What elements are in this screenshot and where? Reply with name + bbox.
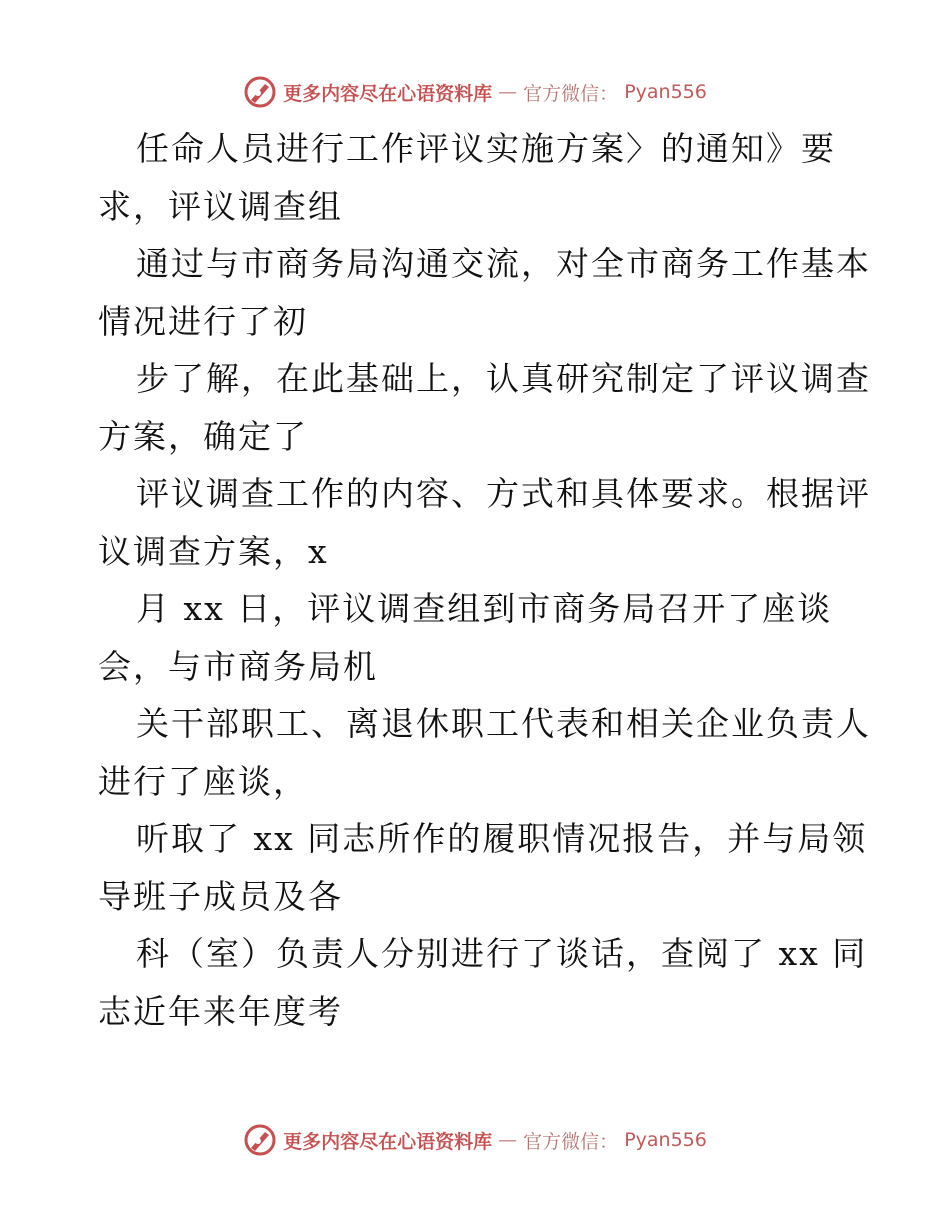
watermark-wechat-label: 官方微信： — [523, 82, 619, 105]
text-line-10: 会，与市商务局机 — [98, 646, 378, 686]
watermark-title: 更多内容尽在心语资料库 — [283, 82, 493, 105]
text-line-4: 情况进行了初 — [98, 301, 308, 341]
text-line-9: 月 xx 日，评议调查组到市商务局召开了座谈 — [136, 589, 833, 628]
text-line-14: 导班子成员及各 — [98, 876, 343, 916]
watermark-dash: — — [498, 81, 518, 103]
text-line-12: 进行了座谈， — [98, 761, 308, 801]
watermark-wechat-id: Pyan556 — [624, 1129, 707, 1151]
text-line-15: 科（室）负责人分别进行了谈话，查阅了 xx 同 — [136, 934, 868, 973]
text-line-13: 听取了 xx 同志所作的履职情况报告，并与局领 — [136, 819, 868, 858]
pen-circle-logo-icon — [243, 1123, 277, 1157]
watermark-dash: — — [498, 1129, 518, 1151]
text-line-7: 评议调查工作的内容、方式和具体要求。根据评 — [136, 474, 871, 513]
text-line-5: 步了解，在此基础上，认真研究制定了评议调查 — [136, 359, 871, 398]
text-line-1: 任命人员进行工作评议实施方案〉的通知》要 — [136, 129, 836, 168]
watermark-wechat-label: 官方微信： — [523, 1130, 619, 1153]
document-body — [98, 120, 871, 1040]
text-line-16: 志近年来年度考 — [98, 991, 343, 1031]
text-line-6: 方案，确定了 — [98, 416, 308, 456]
header-watermark — [0, 72, 950, 112]
pen-circle-logo-icon — [243, 75, 277, 109]
text-line-11: 关干部职工、离退休职工代表和相关企业负责人 — [136, 704, 871, 743]
footer-watermark — [0, 1120, 950, 1160]
watermark-wechat-id: Pyan556 — [624, 81, 707, 103]
text-line-2: 求，评议调查组 — [98, 186, 343, 226]
text-line-8: 议调查方案，x — [98, 531, 329, 571]
text-line-3: 通过与市商务局沟通交流，对全市商务工作基本 — [136, 244, 871, 283]
watermark-title: 更多内容尽在心语资料库 — [283, 1130, 493, 1153]
